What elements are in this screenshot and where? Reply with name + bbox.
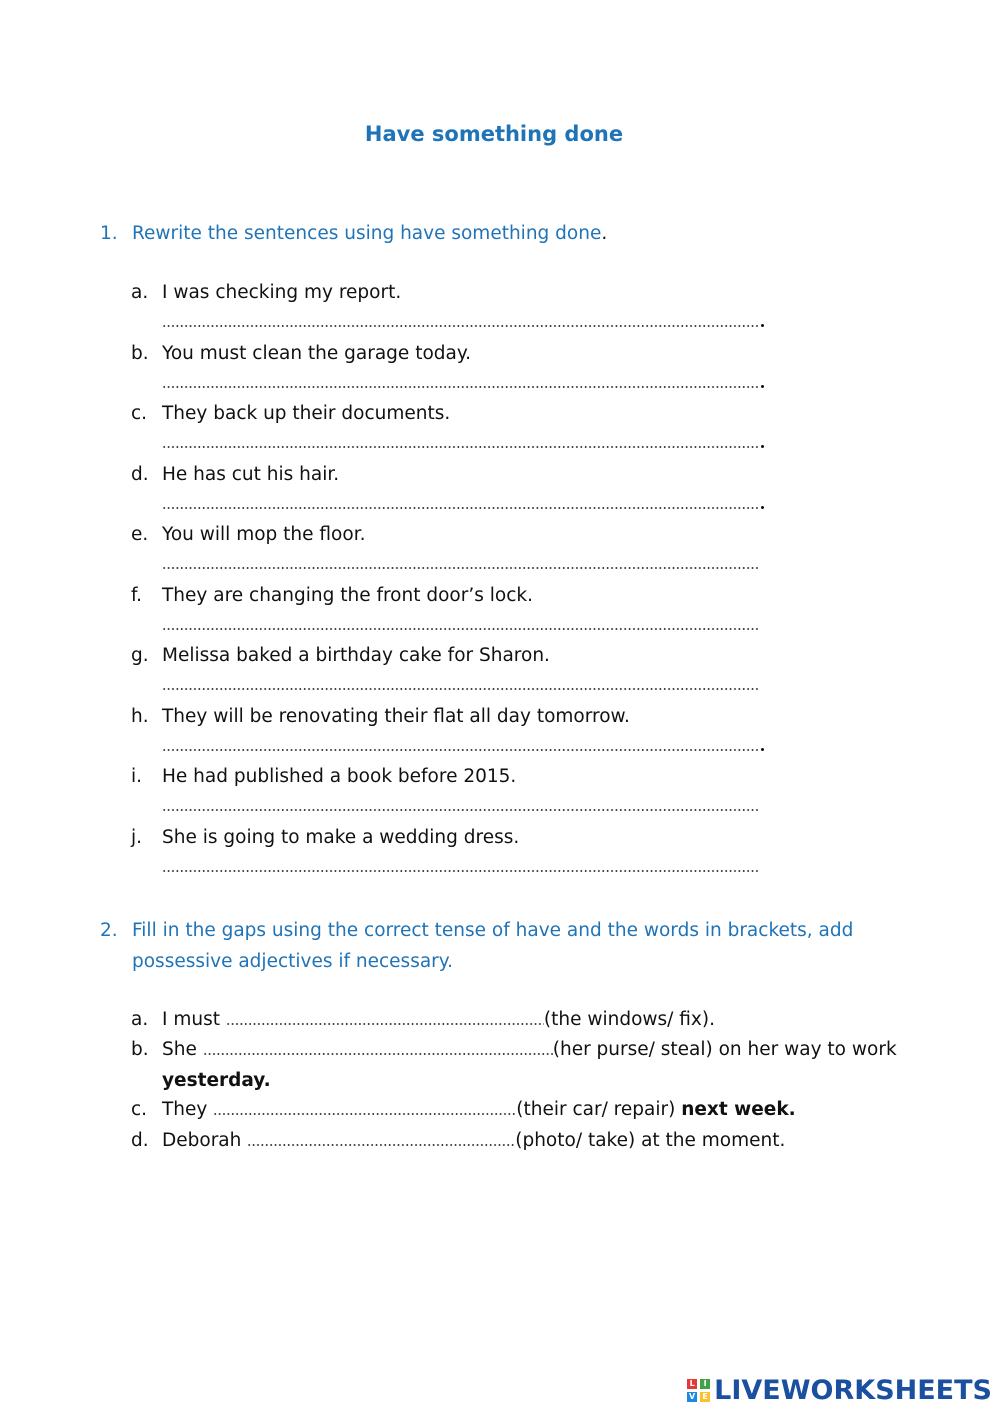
sentence-item-a: a. I was checking my report.: [131, 282, 402, 303]
liveworksheets-logo: [687, 1375, 992, 1405]
sentence-item-d: d. He has cut his hair.: [131, 463, 340, 485]
sentence-item-b: b. You must clean the garage today.: [131, 342, 472, 364]
sentence-item-c: c. They back up their documents.: [131, 403, 451, 424]
answer-line-g[interactable]: [162, 688, 758, 690]
sentence-item-i: i. He had published a book before 2015.: [131, 766, 517, 787]
sentence-item-f: f. They are changing the front door’s lock.: [131, 584, 533, 606]
section-1-instruction: Rewrite the sentences using have something done: [132, 223, 602, 244]
answer-line-c[interactable]: [162, 446, 758, 448]
logo-block-e: E: [700, 1392, 710, 1402]
section-2-instruction-line1: Fill in the gaps using the correct tense of have and the words in brackets, add: [132, 920, 854, 941]
sentence-item-h: h. They will be renovating their flat all day tomorrow.: [131, 705, 630, 727]
gap-item-b-bold-word: yesterday.: [162, 1070, 271, 1091]
logo-block-v: V: [689, 1391, 696, 1401]
logo-block-l: L: [687, 1379, 697, 1389]
answer-line-b[interactable]: [162, 386, 758, 388]
answer-blank-b[interactable]: [203, 1053, 553, 1055]
answer-line-a[interactable]: [162, 325, 758, 327]
answer-blank-c[interactable]: [213, 1113, 516, 1115]
logo-blocks-icon: [687, 1379, 710, 1402]
answer-line-i[interactable]: [162, 809, 758, 811]
gap-item-c-bold-words: next week.: [681, 1099, 796, 1120]
sentence-item-e: e. You will mop the floor.: [131, 524, 366, 545]
answer-line-f[interactable]: [162, 628, 758, 630]
worksheet-title: Have something done: [364, 122, 624, 146]
answer-blank-d[interactable]: [247, 1144, 515, 1146]
section-2-instruction-line2: possessive adjectives if necessary.: [132, 951, 453, 972]
answer-line-j[interactable]: [162, 870, 758, 872]
logo-block-i: I: [700, 1379, 710, 1389]
gap-item-d: d. Deborah (photo/ take) at the moment.: [131, 1130, 786, 1151]
answer-line-e[interactable]: [162, 567, 758, 569]
logo-text: LIVEWORKSHEETS: [714, 1374, 992, 1406]
section-2-number: 2.: [100, 920, 118, 941]
answer-line-d[interactable]: [162, 507, 758, 509]
sentence-item-j: j. She is going to make a wedding dress.: [131, 826, 520, 848]
gap-item-c: c. They (their car/ repair) next week.: [131, 1099, 796, 1120]
gap-item-b: b. She (her purse/ steal) on her way to work: [131, 1039, 897, 1060]
gap-item-a: a. I must (the windows/ fix).: [131, 1009, 715, 1030]
section-1-instruction-period: .: [601, 223, 608, 244]
sentence-item-g: g. Melissa baked a birthday cake for Sharon.: [131, 645, 550, 666]
answer-blank-a[interactable]: [226, 1023, 544, 1025]
section-1-number: 1.: [100, 223, 118, 244]
answer-line-h[interactable]: [162, 749, 758, 751]
